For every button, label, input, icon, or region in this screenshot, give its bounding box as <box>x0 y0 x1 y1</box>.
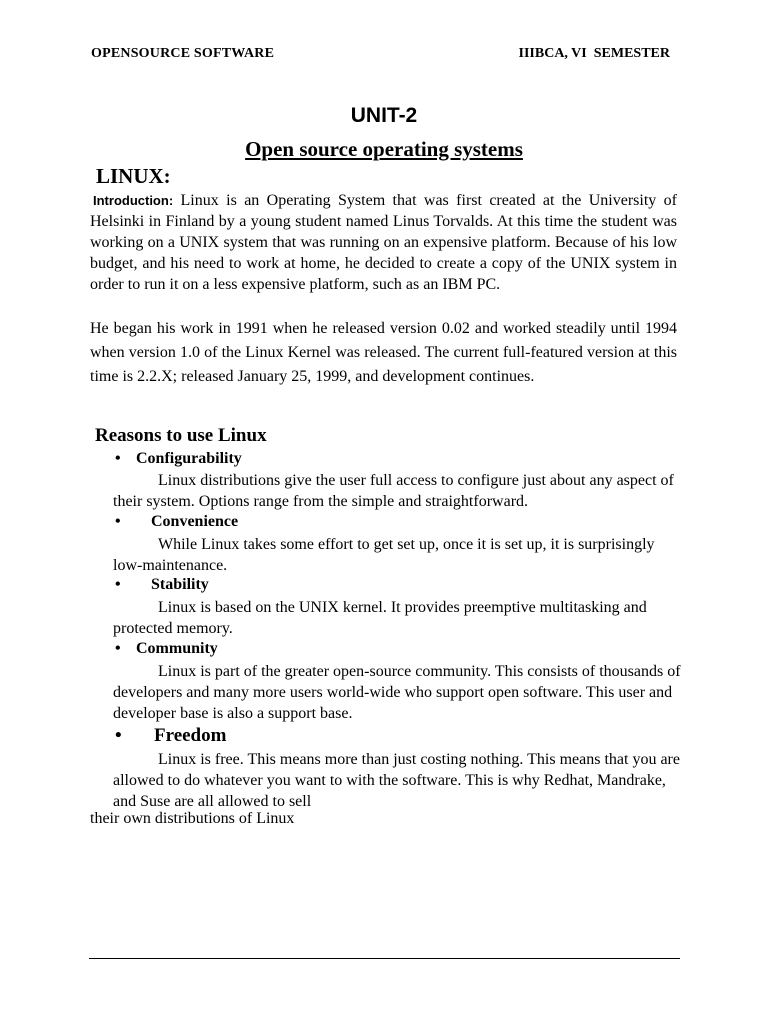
reason-title: Community <box>136 640 218 657</box>
reason-description: Linux is free. This means more than just costing nothing. This means that you are allowed to do whatever you want to with the software. This is why Redhat, Mandrake, and Suse are all allowed to sell <box>113 751 680 810</box>
intro-text: Linux is an Operating System that was first created at the University of Helsinki in Finland by a young student named Linus Torvalds. At this time the student was working on a UNIX system that was running on an expensive platform. Because of his low budget, and his need to work at home, he decided to create a copy of the UNIX system in order to run it on a less expensive platform, such as an IBM PC. <box>90 192 677 293</box>
reason-title: Configurability <box>136 450 242 467</box>
intro-paragraph <box>90 190 677 295</box>
linux-heading: LINUX: <box>96 164 171 188</box>
history-paragraph: He began his work in 1991 when he released version 0.02 and worked steadily until 1994 when version 1.0 of the Linux Kernel was released. The current full-featured version at this time is 2.2.X; released January 25, 1999, and development continues. <box>90 320 677 385</box>
bullet: • <box>115 576 121 593</box>
header-semester: IIIBCA, VI SEMESTER <box>518 46 670 61</box>
bullet: • <box>115 640 121 657</box>
unit-title: UNIT-2 <box>350 104 418 127</box>
reason-title: Convenience <box>151 513 239 530</box>
reasons-heading: Reasons to use Linux <box>95 425 267 446</box>
bullet: • <box>115 725 122 746</box>
closing-line: their own distributions of Linux <box>90 810 295 827</box>
reason-title: Freedom <box>154 725 227 746</box>
intro-label: Introduction: <box>93 193 174 208</box>
bullet: • <box>115 513 121 530</box>
header-course-title: OPENSOURCE SOFTWARE <box>91 46 275 61</box>
footer-divider <box>89 958 680 959</box>
reason-description: While Linux takes some effort to get set up, once it is set up, it is surprisingly low-maintenance. <box>113 536 655 574</box>
reason-title: Stability <box>151 576 209 593</box>
reason-description: Linux is part of the greater open-source community. This consists of thousands of developers and many more users world-wide who support open software. This user and developer base is also a support base. <box>113 663 681 722</box>
reason-description: Linux is based on the UNIX kernel. It provides preemptive multitasking and protected memory. <box>113 599 647 637</box>
reason-description: Linux distributions give the user full access to configure just about any aspect of their system. Options range from the simple and straightforward. <box>113 472 674 510</box>
bullet: • <box>115 450 121 467</box>
page-title: Open source operating systems <box>245 137 523 161</box>
